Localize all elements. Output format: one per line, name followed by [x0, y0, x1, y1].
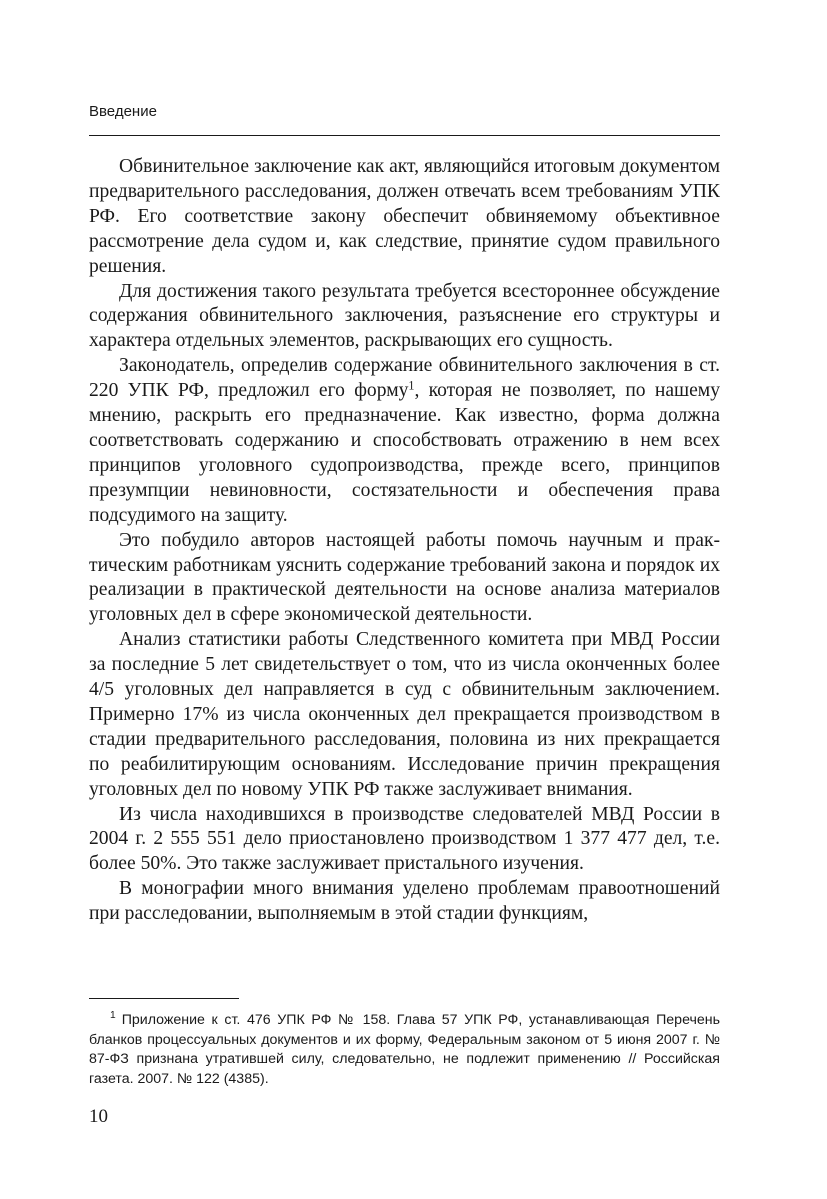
- paragraph-7: В монографии много внимания уделено проблемам правоотношений при расследовании, выполняемым в этой стадии функциям,: [89, 878, 720, 925]
- paragraph-3-start: Законодатель, определив содержание обвинительного заключения в ст. 220 УПК РФ, предложил его форму: [89, 355, 720, 402]
- paragraph-1: Обвинительное заключение как акт, являющийся итоговым документом предварительного расследования, должен отвечать всем требованиям УПК РФ. Его соответствие закону обеспечит обвиняемому объективное рассмотрение дела судом и, как следствие, принятие судом правильного решения.: [89, 156, 720, 277]
- footnote: [89, 1011, 720, 1089]
- paragraph-3-end: , которая не позволяет, по нашему мнению, раскрыть его предназначение. Как известно, форма должна соответствовать содержанию и способствовать отражению в нем всех принципов уголовного судопроизводства, прежде всего, принципов презумпции невиновности, состязательности и обеспечения права подсудимого на защиту.: [89, 380, 720, 526]
- paragraph-3: [89, 354, 720, 528]
- paragraph-5: Анализ статистики работы Следственного комитета при МВД России за последние 5 лет свидетельствует о том, что из числа оконченных более 4/5 уголовных дел направляется в суд с обвинительным заключением. Примерно 17% из числа оконченных дел прекращается производством в стадии предварительного расследования, половина из них прекращается по реабилитирующим основаниям. Исследование причин прекращения уголовных дел по новому УПК РФ также заслуживает внимания.: [89, 629, 720, 800]
- page-number: 10: [89, 1106, 108, 1127]
- footnote-divider: [89, 998, 239, 999]
- paragraph-2: Для достижения такого результата требуется всестороннее обсуждение содержания обвинительного заключения, разъяснение его структуры и характера отдельных элементов, раскрывающих его сущность.: [89, 280, 720, 352]
- footnote-text: Приложение к ст. 476 УПК РФ № 158. Глава 57 УПК РФ, устанавливающая Перечень бланков процессуальных документов и их форму, Федеральным законом от 5 июня 2007 г. № 87-ФЗ признана утратившей силу, следовательно, не подлежит применению // Российская газета. 2007. № 122 (4385).: [89, 1012, 720, 1087]
- running-head-title: Введение: [89, 103, 157, 120]
- paragraph-6: Из числа находившихся в производстве следователей МВД России в 2004 г. 2 555 551 дело приостановлено производством 1 377 477 дел, т.е. более 50%. Это также заслуживает пристального изучения.: [89, 803, 720, 875]
- paragraph-4: Это побудило авторов настоящей работы помочь научным и практическим работникам уяснить содержание требований закона и порядок их реализации в практической деятельности на основе анализа материалов уголовных дел в сфере экономической деятельности.: [89, 529, 720, 626]
- header-divider: [89, 135, 720, 136]
- main-text: [89, 155, 720, 927]
- footnote-mark: 1: [110, 1010, 116, 1022]
- footnote-reference[interactable]: 1: [408, 378, 415, 393]
